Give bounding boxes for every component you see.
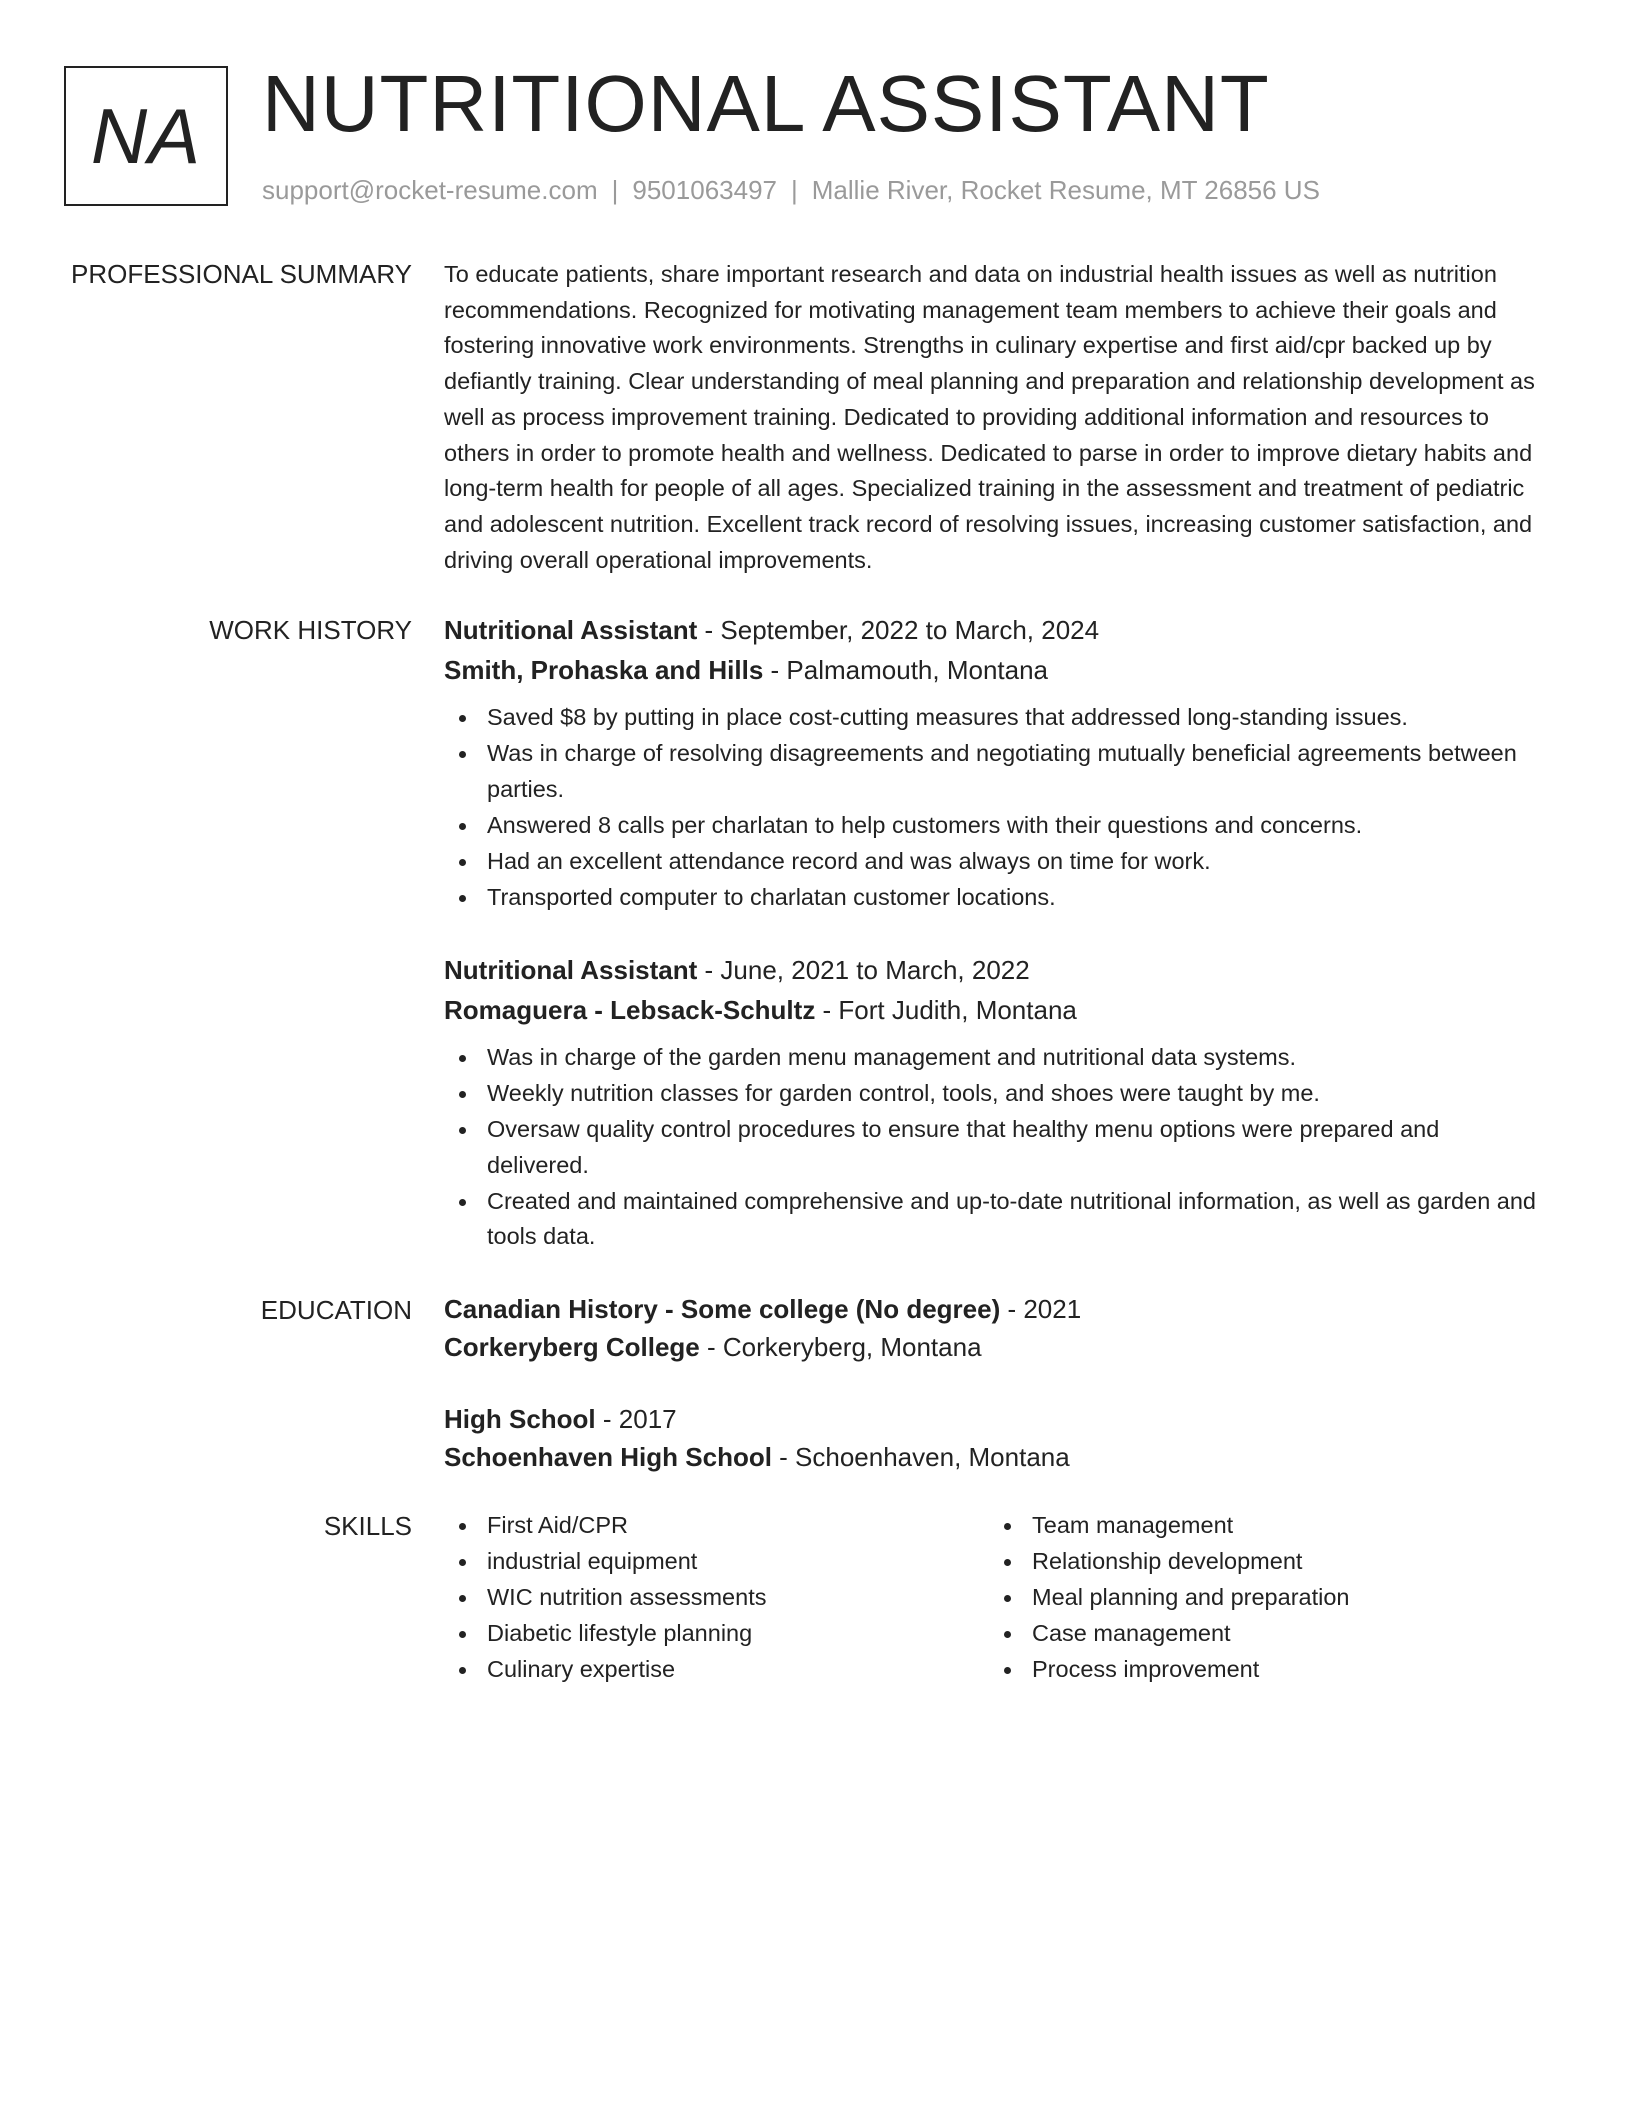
skill-item: Team management <box>989 1508 1534 1544</box>
education-degree: High School <box>444 1404 596 1434</box>
job-bullet: Created and maintained comprehensive and up-to-date nutritional information, as well as garden and tools data. <box>444 1184 1544 1255</box>
contact-address: Mallie River, Rocket Resume, MT 26856 US <box>811 175 1320 205</box>
education-entry <box>444 1400 1544 1476</box>
job-bullet: Saved $8 by putting in place cost-cutting measures that addressed long-standing issues. <box>444 700 1544 736</box>
job-bullet-list <box>444 1040 1544 1255</box>
contact-line <box>262 172 1320 208</box>
job-location: - Palmamouth, Montana <box>763 655 1049 685</box>
education-year: - 2017 <box>595 1404 677 1434</box>
job-bullet: Was in charge of resolving disagreements and negotiating mutually beneficial agreements between parties. <box>444 736 1544 807</box>
education-degree-line <box>444 1290 1544 1328</box>
education-degree: Canadian History - Some college (No degree) <box>444 1294 1001 1324</box>
education-title: EDUCATION <box>260 1295 412 1325</box>
job-position: Nutritional Assistant <box>444 615 698 645</box>
job-company-line <box>444 650 1544 690</box>
skill-item: Meal planning and preparation <box>989 1580 1534 1616</box>
education-degree-line <box>444 1400 1544 1438</box>
skills-body <box>444 1508 1544 1688</box>
summary-body <box>444 256 1544 578</box>
skill-item: Relationship development <box>989 1544 1534 1580</box>
resume-name: NUTRITIONAL ASSISTANT <box>262 59 1270 148</box>
work-title: WORK HISTORY <box>209 615 412 645</box>
skills-columns <box>444 1508 1544 1688</box>
job-bullet: Was in charge of the garden menu management and nutritional data systems. <box>444 1040 1544 1076</box>
skills-column-left <box>444 1508 989 1688</box>
job-title-line <box>444 610 1544 650</box>
job-title-line <box>444 950 1544 990</box>
skill-item: Diabetic lifestyle planning <box>444 1616 989 1652</box>
job-entry <box>444 950 1544 1255</box>
education-school-line <box>444 1438 1544 1476</box>
job-bullet: Answered 8 calls per charlatan to help customers with their questions and concerns. <box>444 808 1544 844</box>
skill-item: WIC nutrition assessments <box>444 1580 989 1616</box>
work-body <box>444 610 1544 1289</box>
education-school: Schoenhaven High School <box>444 1442 772 1472</box>
job-bullet: Weekly nutrition classes for garden control, tools, and shoes were taught by me. <box>444 1076 1544 1112</box>
contact-separator: | <box>611 175 619 205</box>
education-school: Corkeryberg College <box>444 1332 700 1362</box>
monogram-box <box>64 66 228 206</box>
job-entry <box>444 610 1544 916</box>
contact-separator: | <box>791 175 798 205</box>
job-dates: - September, 2022 to March, 2024 <box>697 615 1100 645</box>
job-company: Smith, Prohaska and Hills <box>444 655 764 685</box>
job-location: - Fort Judith, Montana <box>815 994 1077 1025</box>
education-body <box>444 1290 1544 1510</box>
job-bullet: Had an excellent attendance record and was always on time for work. <box>444 844 1544 880</box>
skill-item: Case management <box>989 1616 1534 1652</box>
education-entry <box>444 1290 1544 1366</box>
job-dates: - June, 2021 to March, 2022 <box>697 954 1030 985</box>
skills-list <box>444 1508 989 1688</box>
skills-column-right <box>989 1508 1534 1688</box>
skill-item: Culinary expertise <box>444 1652 989 1688</box>
contact-email: support@rocket-resume.com <box>262 175 598 205</box>
job-company: Romaguera - Lebsack-Schultz <box>444 994 816 1025</box>
summary-text: To educate patients, share important research and data on industrial health issues as well as nutrition recommendations. Recognized for motivating management team members to achieve their goals and fostering innovative work environments. Strengths in culinary expertise and first aid/cpr backed up by defiantly training. Clear understanding of meal planning and preparation and relationship development as well as process improvement training. Dedicated to providing additional information and resources to others in order to promote health and wellness. Dedicated to parse in order to improve dietary habits and long-term health for people of all ages. Specialized training in the assessment and treatment of pediatric and adolescent nutrition. Excellent track record of resolving issues, increasing customer satisfaction, and driving overall operational improvements. <box>444 261 1535 573</box>
education-year: - 2021 <box>1000 1294 1082 1324</box>
skills-list <box>989 1508 1534 1688</box>
skill-item: First Aid/CPR <box>444 1508 989 1544</box>
job-bullet: Oversaw quality control procedures to ensure that healthy menu options were prepared and delivered. <box>444 1112 1544 1183</box>
monogram-initials: NA <box>90 91 202 180</box>
skills-title: SKILLS <box>323 1511 412 1541</box>
job-company-line <box>444 990 1544 1030</box>
job-position: Nutritional Assistant <box>444 954 698 985</box>
contact-phone: 9501063497 <box>632 175 777 205</box>
job-bullet-list <box>444 700 1544 916</box>
skill-item: Process improvement <box>989 1652 1534 1688</box>
education-school-line <box>444 1328 1544 1366</box>
summary-title: PROFESSIONAL SUMMARY <box>71 259 412 289</box>
education-location: - Corkeryberg, Montana <box>699 1332 982 1362</box>
job-bullet: Transported computer to charlatan customer locations. <box>444 880 1544 916</box>
education-location: - Schoenhaven, Montana <box>771 1442 1070 1472</box>
skill-item: industrial equipment <box>444 1544 989 1580</box>
